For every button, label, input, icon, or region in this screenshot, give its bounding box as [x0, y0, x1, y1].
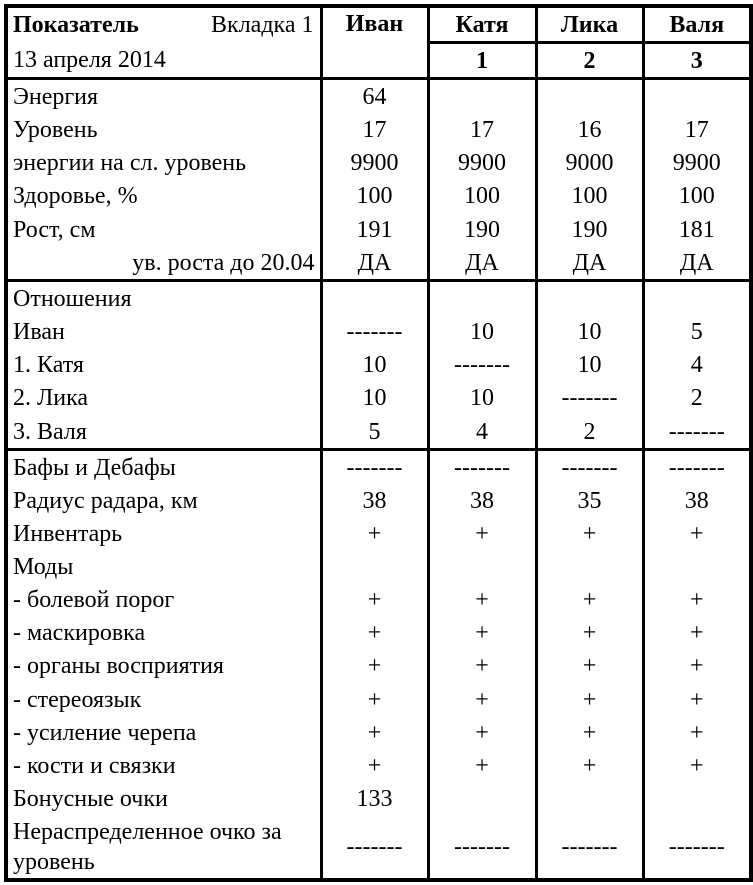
row-cell: 190	[536, 213, 643, 246]
header-row-1	[6, 6, 751, 43]
row-label: Отношения	[6, 281, 321, 316]
row-cell: -------	[643, 415, 751, 450]
row-cell: +	[643, 584, 751, 617]
row-cell	[536, 79, 643, 114]
header-indicator-cell	[6, 6, 321, 43]
table-row	[6, 450, 751, 485]
table-row	[6, 816, 751, 880]
row-cell: 10	[536, 349, 643, 382]
row-cell: 100	[643, 180, 751, 213]
row-label: - маскировка	[6, 617, 321, 650]
row-cell: +	[428, 517, 536, 550]
row-cell: +	[428, 584, 536, 617]
table-row	[6, 147, 751, 180]
row-cell: -------	[536, 450, 643, 485]
row-cell	[536, 782, 643, 815]
table-row	[6, 180, 751, 213]
row-cell: 38	[643, 484, 751, 517]
row-cell: -------	[321, 450, 428, 485]
row-label: 3. Валя	[6, 415, 321, 450]
row-cell: -------	[428, 816, 536, 880]
row-cell: +	[536, 716, 643, 749]
table-row	[6, 349, 751, 382]
row-cell: +	[428, 683, 536, 716]
row-cell: 9000	[536, 147, 643, 180]
row-cell: 100	[321, 180, 428, 213]
row-cell: +	[321, 617, 428, 650]
row-cell: 10	[428, 316, 536, 349]
row-cell	[643, 551, 751, 584]
row-cell	[643, 79, 751, 114]
row-cell: -------	[643, 816, 751, 880]
row-label: Моды	[6, 551, 321, 584]
row-cell: 190	[428, 213, 536, 246]
row-cell: 181	[643, 213, 751, 246]
table-row	[6, 246, 751, 281]
row-cell: -------	[428, 450, 536, 485]
header-indicator: Показатель	[13, 12, 139, 39]
row-cell: 38	[428, 484, 536, 517]
row-cell: 5	[321, 415, 428, 450]
row-label: Инвентарь	[6, 517, 321, 550]
header-name-katya: Катя	[428, 6, 536, 43]
table-row	[6, 716, 751, 749]
table-row	[6, 316, 751, 349]
row-cell: -------	[428, 349, 536, 382]
row-cell: +	[321, 650, 428, 683]
row-cell: -------	[321, 316, 428, 349]
row-cell: +	[428, 617, 536, 650]
row-cell: +	[321, 716, 428, 749]
row-cell: -------	[536, 382, 643, 415]
table-row	[6, 749, 751, 782]
table-row	[6, 517, 751, 550]
row-cell: 38	[321, 484, 428, 517]
row-cell: 100	[536, 180, 643, 213]
row-label: - стереоязык	[6, 683, 321, 716]
stats-table	[4, 4, 753, 882]
row-label: Энергия	[6, 79, 321, 114]
row-label: - кости и связки	[6, 749, 321, 782]
row-cell: +	[428, 650, 536, 683]
row-cell: 10	[536, 316, 643, 349]
table-row	[6, 617, 751, 650]
row-cell: +	[536, 650, 643, 683]
row-label: ув. роста до 20.04	[6, 246, 321, 281]
row-cell: +	[536, 584, 643, 617]
row-label: Иван	[6, 316, 321, 349]
row-cell: 9900	[428, 147, 536, 180]
row-cell: 16	[536, 114, 643, 147]
header-name-ivan: Иван	[321, 6, 428, 79]
row-cell: +	[643, 650, 751, 683]
row-cell	[321, 281, 428, 316]
row-cell: +	[643, 716, 751, 749]
row-cell	[536, 281, 643, 316]
header-number-2: 2	[536, 43, 643, 79]
row-cell: 9900	[643, 147, 751, 180]
row-cell: 2	[643, 382, 751, 415]
row-cell: +	[643, 749, 751, 782]
row-cell: 35	[536, 484, 643, 517]
row-cell	[428, 551, 536, 584]
row-cell: +	[428, 716, 536, 749]
header-number-1: 1	[428, 43, 536, 79]
row-cell: ДА	[536, 246, 643, 281]
row-cell: 17	[321, 114, 428, 147]
row-cell: ДА	[321, 246, 428, 281]
row-cell: 4	[643, 349, 751, 382]
row-cell: 133	[321, 782, 428, 815]
row-label: энергии на сл. уровень	[6, 147, 321, 180]
row-cell: ДА	[428, 246, 536, 281]
row-cell	[536, 551, 643, 584]
row-cell: 17	[428, 114, 536, 147]
row-label: Рост, см	[6, 213, 321, 246]
table-row	[6, 213, 751, 246]
row-cell: 2	[536, 415, 643, 450]
row-label: - болевой порог	[6, 584, 321, 617]
row-label: 1. Катя	[6, 349, 321, 382]
table-row	[6, 584, 751, 617]
row-cell: -------	[536, 816, 643, 880]
table-row	[6, 382, 751, 415]
table-row	[6, 551, 751, 584]
row-cell: +	[536, 617, 643, 650]
header-date: 13 апреля 2014	[6, 43, 321, 79]
row-label: 2. Лика	[6, 382, 321, 415]
row-cell: +	[321, 683, 428, 716]
row-label: Уровень	[6, 114, 321, 147]
row-cell: +	[643, 617, 751, 650]
row-cell: +	[643, 517, 751, 550]
row-cell	[428, 782, 536, 815]
row-cell	[321, 551, 428, 584]
table-row	[6, 683, 751, 716]
row-cell: +	[536, 749, 643, 782]
header-name-valya: Валя	[643, 6, 751, 43]
row-cell: 64	[321, 79, 428, 114]
table-row	[6, 415, 751, 450]
table-row	[6, 484, 751, 517]
table-row	[6, 281, 751, 316]
row-cell: 191	[321, 213, 428, 246]
row-cell: 10	[428, 382, 536, 415]
row-cell: 10	[321, 349, 428, 382]
row-cell	[428, 79, 536, 114]
header-number-3: 3	[643, 43, 751, 79]
row-label: Нераспределенное очко за уровень	[6, 816, 321, 880]
row-cell: +	[536, 517, 643, 550]
row-cell: ДА	[643, 246, 751, 281]
table-row	[6, 79, 751, 114]
row-cell	[643, 281, 751, 316]
row-cell: -------	[643, 450, 751, 485]
row-cell: +	[321, 749, 428, 782]
row-cell: +	[536, 683, 643, 716]
row-cell: 17	[643, 114, 751, 147]
row-cell	[428, 281, 536, 316]
table-row	[6, 782, 751, 815]
row-cell: 10	[321, 382, 428, 415]
row-cell: 100	[428, 180, 536, 213]
row-cell: +	[321, 584, 428, 617]
table-row	[6, 650, 751, 683]
header-tab: Вкладка 1	[211, 12, 314, 39]
row-cell: -------	[321, 816, 428, 880]
row-label: - усиление черепа	[6, 716, 321, 749]
row-cell	[643, 782, 751, 815]
row-cell: 9900	[321, 147, 428, 180]
header-name-lika: Лика	[536, 6, 643, 43]
row-cell: 5	[643, 316, 751, 349]
row-label: Здоровье, %	[6, 180, 321, 213]
row-label: - органы восприятия	[6, 650, 321, 683]
row-cell: +	[428, 749, 536, 782]
row-label: Бонусные очки	[6, 782, 321, 815]
row-label: Бафы и Дебафы	[6, 450, 321, 485]
row-label: Радиус радара, км	[6, 484, 321, 517]
row-cell: +	[643, 683, 751, 716]
row-cell: +	[321, 517, 428, 550]
table-row	[6, 114, 751, 147]
row-cell: 4	[428, 415, 536, 450]
